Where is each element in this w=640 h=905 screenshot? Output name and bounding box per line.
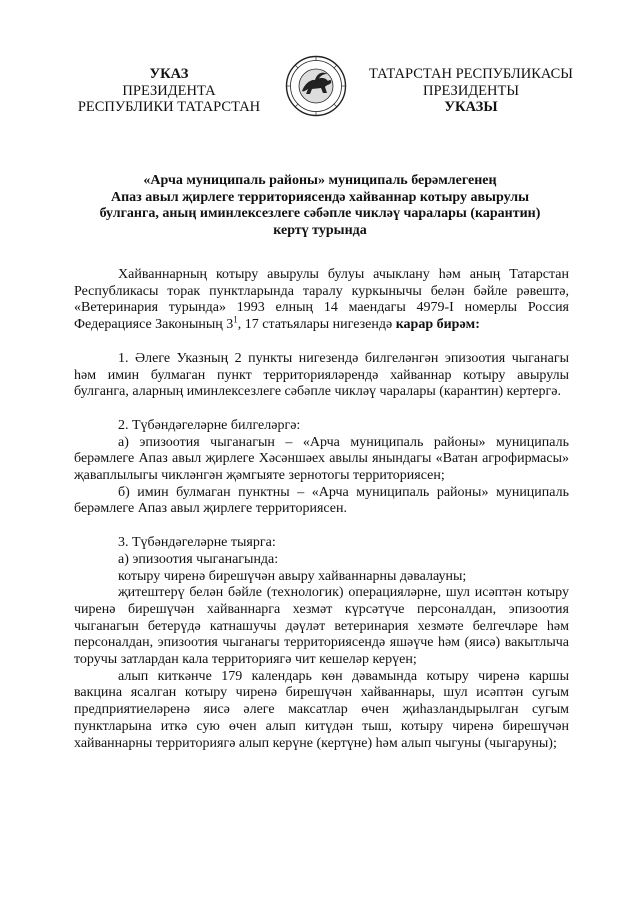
paragraph-2-b: б) имин булмаган пунктны – «Арча муниципаль районы» муниципаль берәмлеге Апаз авыл җирлеге территориясен. [74,484,569,517]
document-title [70,173,570,240]
title-line1: «Арча муниципаль районы» муниципаль берәмлегенең [143,173,497,188]
header-left-line2: ПРЕЗИДЕНТА [122,82,216,99]
header-left-line3: РЕСПУБЛИКИ ТАТАРСТАН [77,99,261,115]
header-right-line2: ПРЕЗИДЕНТЫ [422,82,520,99]
paragraph-3-a-item-1: котыру чиренә бирешүчән авыру хайваннарны дәвалауны; [118,568,467,584]
paragraph-3-a: а) эпизоотия чыганагында: [118,551,279,567]
title-line4: кертү турында [273,223,367,239]
header-right-line1: ТАТАРСТАН РЕСПУБЛИКАСЫ [369,66,573,82]
paragraph-3-heading: 3. Түбәндәгеләрне тыярга: [118,535,276,551]
intro-text-after: , 17 статьялары нигезендә [237,317,396,333]
title-line3: булганга, аның иминлексезлеге сәбәпле чикләү чаралары (карантин) [99,206,541,222]
header-right-line3: УКАЗЫ [444,99,498,115]
header-left-block [62,66,276,116]
intro-text: Хайваннарның котыру авырулы булуы ачыклану һәм аның Татарстан Республикасы торак пунктларында таралу куркынычы белән бәйле рәвештә, «Ветеринария турында» 1993 елның 14 маендагы 4979-I номерлы Россия Федерациясе Законының 3 [74,267,569,333]
paragraph-3-a-item-3: алып киткәнче 179 календарь көн дәвамында котыру чиренә каршы вакцина ясалган котыру чиренә бирешүчән хайваннары, шул исәптән сугым предприятиеләренә яисә әлеге максатлар өчен җиһазландырылган сугым пунктларына иткә сую өчен алып китүдән тыш, котыру чиренә бирешүчән хайваннарны территориягә алып керүне (кертүне) һәм алып чыгуны (чыгаруны); [74,668,569,751]
document-body [74,267,569,752]
header-left-line1: УКАЗ [149,66,189,82]
paragraph-2-a: а) эпизоотия чыганагын – «Арча муниципаль районы» муниципаль берәмлеге Апаз авыл җирлеге Хәсәншәех авылы янындагы «Ватан агрофирмасы» җаваплылыгы чикләнгән җәмгыяте зернотогы территориясен; [74,434,569,484]
title-line2: Апаз авыл җирлеге территориясендә хайваннар котыру авырулы [110,189,530,205]
intro-superscript: 1 [233,314,238,325]
decree-phrase: карар бирәм: [395,317,480,333]
tatarstan-coat-of-arms-icon [285,55,347,117]
paragraph-3-a-item-2: җитештерү белән бәйле (технологик) операцияләрне, шул исәптән котыру чиренә бирешүчән хайваннарга хезмәт күрсәтүче персоналдан, эпизоотия чыганагын бетерүдә катнашучы дәүләт ветеринария хезмәте белгечләре һәм персоналдан, эпизоотия чыганагы территориясендә яшәүче һәм (яисә) вакытлыча торучы затлардан кала территориягә чит кешеләр керүен; [74,585,569,668]
paragraph-1: 1. Әлеге Указның 2 пункты нигезендә билгеләнгән эпизоотия чыганагы һәм имин булмаган пункт территорияләрендә хайваннар котыру авырулы булганга, аларның иминлексезлеге сәбәпле чикләү чаралары (карантин) кертергә. [74,350,569,400]
header-right-block [360,66,582,116]
paragraph-2-heading: 2. Түбәндәгеләрне билгеләргә: [118,417,301,433]
intro-paragraph [74,267,569,334]
